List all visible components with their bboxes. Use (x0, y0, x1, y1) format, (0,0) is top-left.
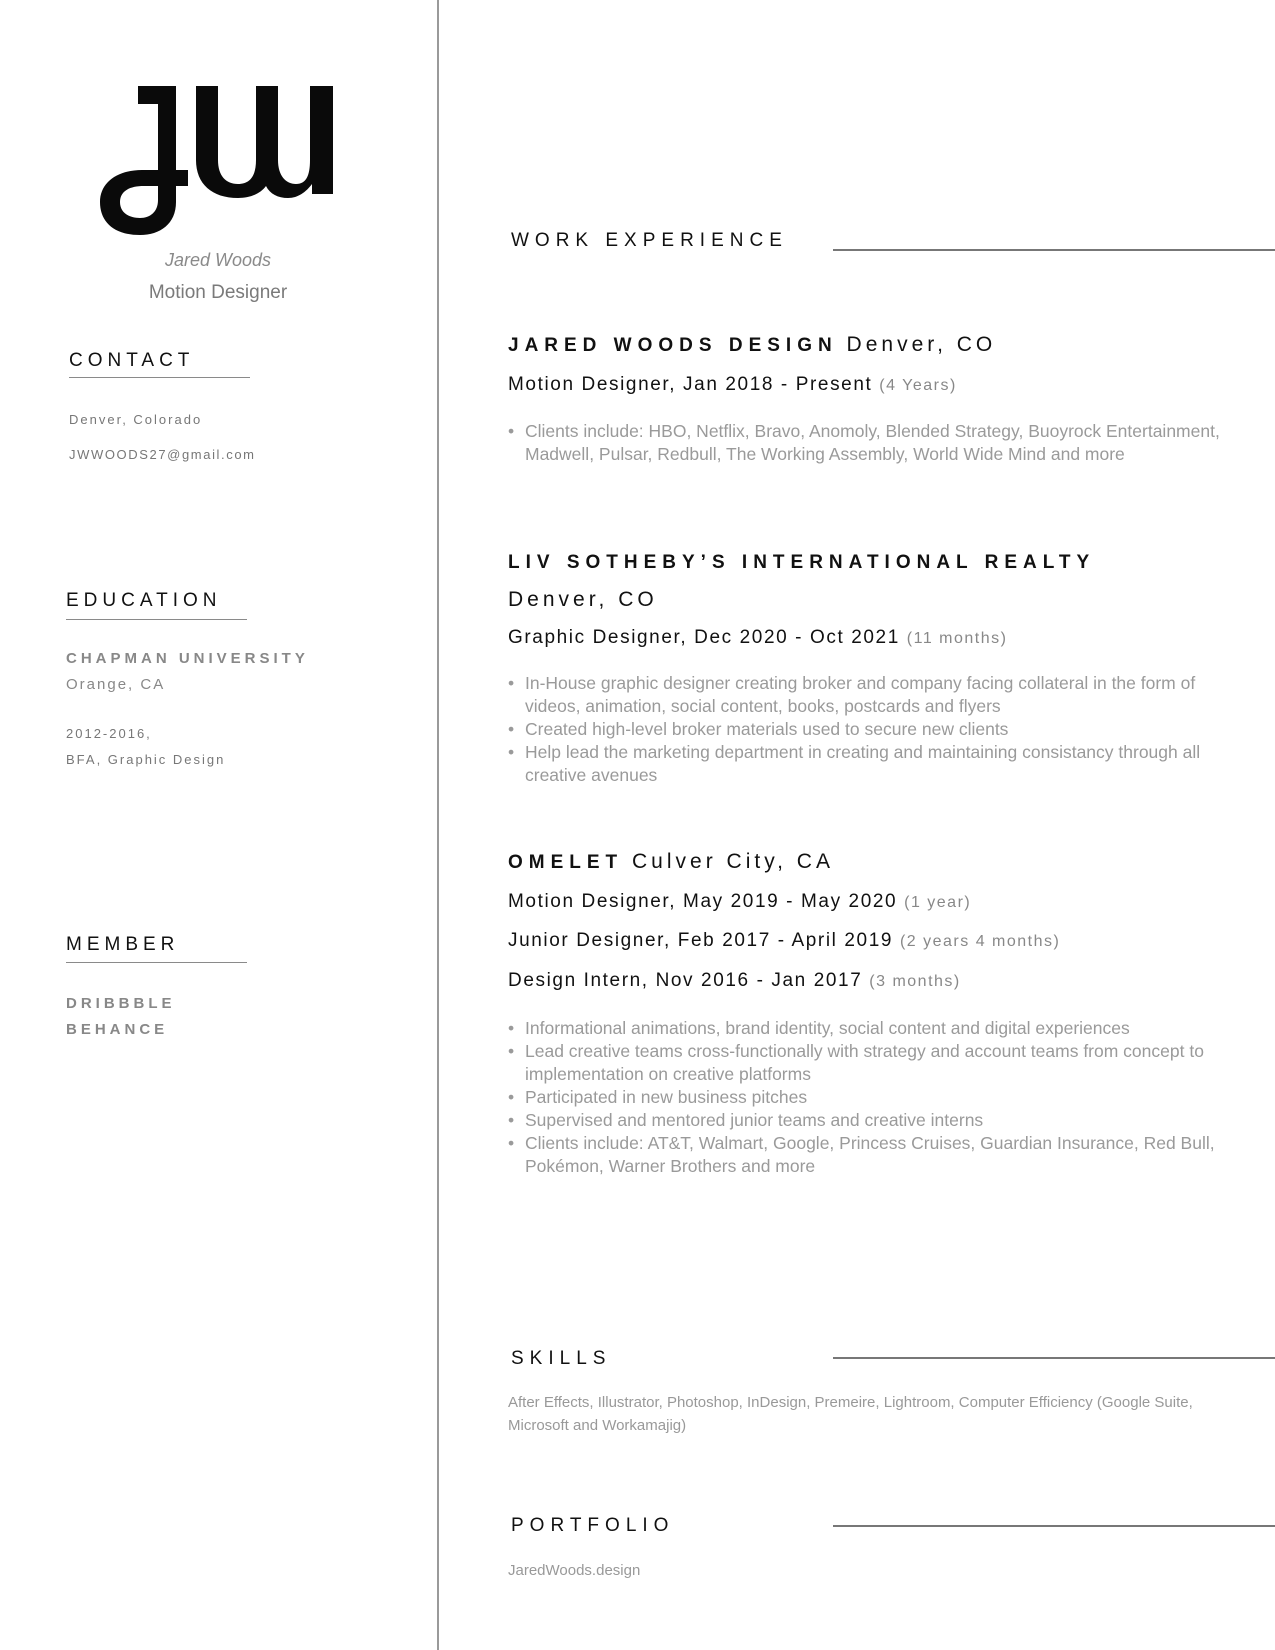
member-dribbble-link[interactable]: DRIBBBLE (66, 995, 176, 1012)
member-heading: MEMBER (66, 934, 180, 955)
job-role-duration: (11 months) (906, 630, 1008, 647)
owner-title: Motion Designer (148, 282, 288, 303)
job-role-duration: (3 months) (869, 973, 961, 990)
job-company: OMELET (508, 852, 624, 873)
job-bullet: • Clients include: HBO, Netflix, Bravo, Anomoly, Blended Strategy, Buoyrock Entertainment, Madwell, Pulsar, Redbull, The Working Assembly, World Wide Mind and more (525, 420, 1240, 466)
job-role-title: Motion Designer, May 2019 - May 2020 (508, 891, 898, 912)
education-location: Orange, CA (66, 676, 166, 693)
work-experience-rule (833, 249, 1275, 251)
job-bullet: • In-House graphic designer creating broker and company facing collateral in the form of videos, animation, social content, books, postcards and flyers (525, 672, 1240, 718)
job-role-title: Motion Designer, Jan 2018 - Present (508, 374, 873, 395)
job-bullet: • Lead creative teams cross-functionally with strategy and account teams from concept to implementation on creative platforms (525, 1040, 1240, 1086)
job-bullet: • Participated in new business pitches (525, 1086, 1240, 1109)
job-location: Denver, CO (508, 588, 658, 611)
job-bullet: • Help lead the marketing department in creating and maintaining consistancy through all creative avenues (525, 741, 1240, 787)
contact-email[interactable]: JWWOODS27@gmail.com (69, 447, 256, 462)
education-years: 2012-2016, (66, 726, 152, 741)
job-header (508, 550, 1095, 574)
owner-name: Jared Woods (164, 250, 272, 270)
member-rule (66, 962, 247, 963)
job-bullet-list (508, 672, 1240, 787)
skills-rule (833, 1357, 1275, 1359)
work-experience-heading: WORK EXPERIENCE (511, 230, 788, 251)
contact-rule (69, 377, 250, 378)
job-location: Culver City, CA (632, 850, 834, 873)
job-bullet-list (508, 420, 1240, 466)
education-degree: BFA, Graphic Design (66, 752, 226, 767)
education-heading: EDUCATION (66, 590, 222, 611)
member-behance-link[interactable]: BEHANCE (66, 1021, 169, 1038)
job-role-title: Junior Designer, Feb 2017 - April 2019 (508, 930, 894, 951)
job-header (508, 333, 996, 357)
job-role-duration: (4 Years) (879, 377, 957, 394)
portfolio-heading: PORTFOLIO (511, 1515, 675, 1536)
job-role (508, 374, 957, 396)
contact-location: Denver, Colorado (69, 412, 203, 427)
job-role-title: Graphic Designer, Dec 2020 - Oct 2021 (508, 627, 900, 648)
portfolio-link[interactable]: JaredWoods.design (508, 1562, 641, 1579)
job-bullet: • Informational animations, brand identity, social content and digital experiences (525, 1017, 1240, 1040)
job-role (508, 891, 971, 913)
job-role-duration: (1 year) (904, 894, 972, 911)
contact-heading: CONTACT (69, 350, 195, 371)
skills-text: After Effects, Illustrator, Photoshop, InDesign, Premeire, Lightroom, Computer Efficiency (Google Suite, Microsoft and Workamajig) (508, 1394, 1193, 1434)
education-school: CHAPMAN UNIVERSITY (66, 650, 309, 667)
job-bullet: • Clients include: AT&T, Walmart, Google, Princess Cruises, Guardian Insurance, Red Bull, Pokémon, Warner Brothers and more (525, 1132, 1240, 1178)
skills-heading: SKILLS (511, 1348, 612, 1369)
portfolio-rule (833, 1525, 1275, 1527)
column-divider (437, 0, 439, 1650)
job-location-line (508, 588, 658, 612)
jw-monogram-logo (98, 84, 333, 236)
education-rule (66, 619, 247, 620)
job-bullet: • Supervised and mentored junior teams and creative interns (525, 1109, 1240, 1132)
job-bullet-list (508, 1017, 1240, 1178)
job-role (508, 970, 961, 992)
job-role-duration: (2 years 4 months) (899, 933, 1061, 950)
job-company: LIV SOTHEBY’S INTERNATIONAL REALTY (508, 552, 1096, 573)
job-company: JARED WOODS DESIGN (508, 335, 838, 356)
job-role (508, 930, 1060, 952)
job-bullet: • Created high-level broker materials used to secure new clients (525, 718, 1240, 741)
job-header (508, 850, 834, 874)
job-role-title: Design Intern, Nov 2016 - Jan 2017 (508, 970, 863, 991)
job-location: Denver, CO (846, 333, 997, 356)
job-role (508, 627, 1007, 649)
